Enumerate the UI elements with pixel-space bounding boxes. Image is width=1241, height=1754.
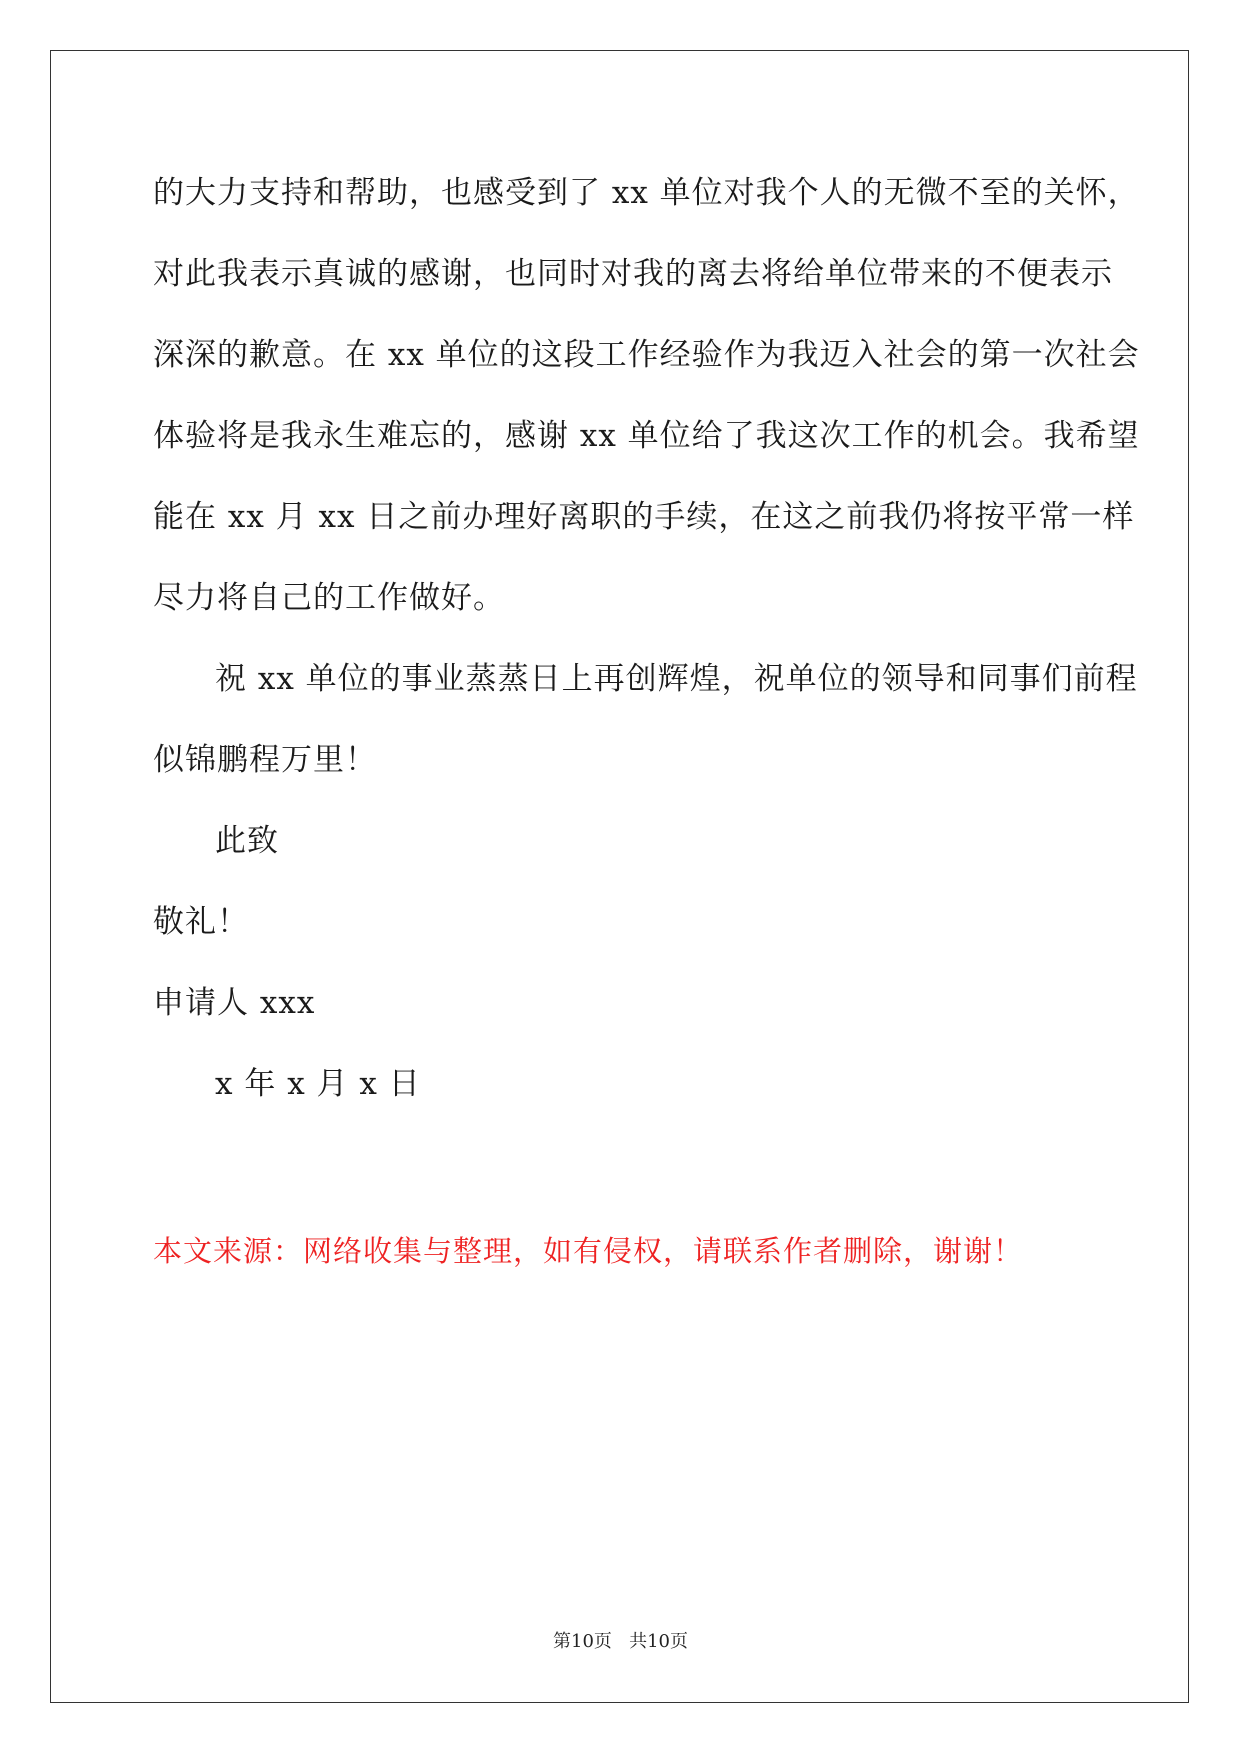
body-line-6: 尽力将自己的工作做好。: [153, 580, 505, 616]
body-line-4: 体验将是我永生难忘的，感谢 xx 单位给了我这次工作的机会。我希望: [153, 418, 1140, 454]
body-line-5: 能在 xx 月 xx 日之前办理好离职的手续，在这之前我仍将按平常一样: [153, 499, 1135, 535]
salute-line: 敬礼！: [153, 904, 249, 940]
wish-line-2: 似锦鹏程万里！: [153, 742, 377, 778]
source-note: 本文来源：网络收集与整理，如有侵权，请联系作者删除，谢谢！: [153, 1234, 1024, 1268]
letter-content: [153, 160, 1140, 1132]
applicant-line: 申请人 xxx: [153, 985, 316, 1021]
closing-line: 此致: [215, 823, 279, 859]
page-footer: 第10页 共10页: [553, 1631, 688, 1652]
body-line-1: 的大力支持和帮助，也感受到了 xx 单位对我个人的无微不至的关怀，: [153, 175, 1140, 211]
wish-line-1: 祝 xx 单位的事业蒸蒸日上再创辉煌，祝单位的领导和同事们前程: [215, 661, 1138, 697]
date-line: x 年 x 月 x 日: [215, 1066, 421, 1102]
body-line-2: 对此我表示真诚的感谢，也同时对我的离去将给单位带来的不便表示: [153, 256, 1113, 292]
body-line-3: 深深的歉意。在 xx 单位的这段工作经验作为我迈入社会的第一次社会: [153, 337, 1140, 373]
